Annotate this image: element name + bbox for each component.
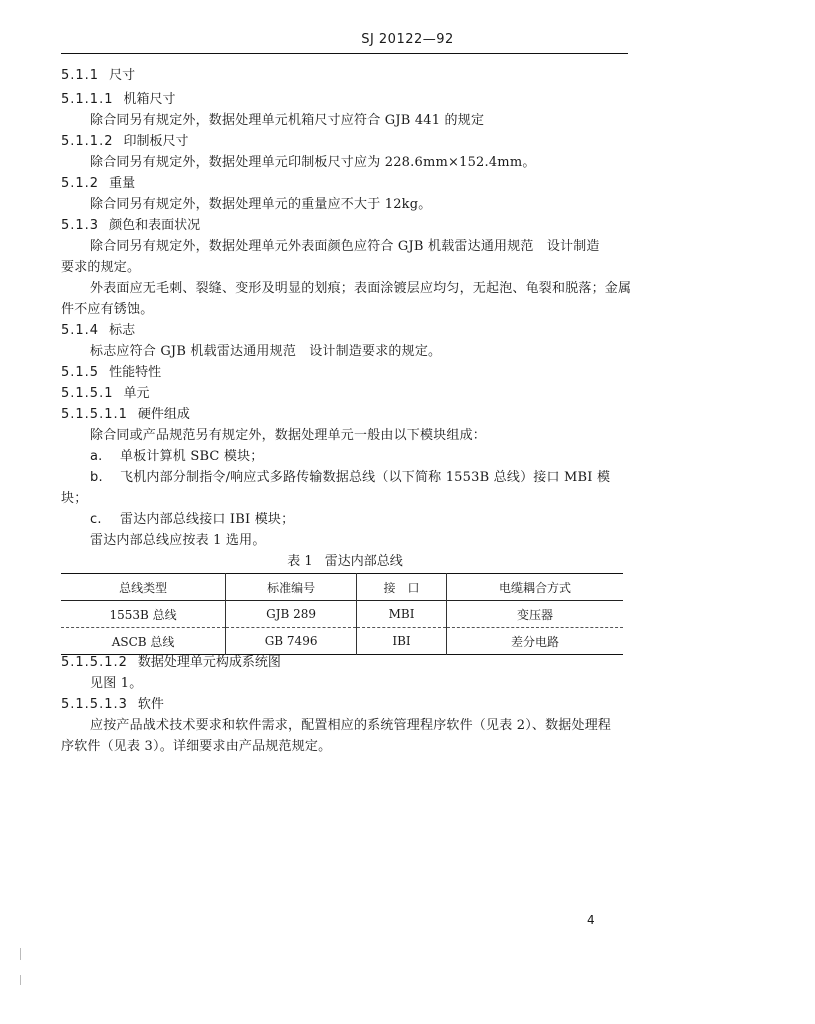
section-number: 5.1.5.1 <box>61 386 114 401</box>
table-caption-number: 表 1 <box>287 554 313 569</box>
section-number: 5.1.2 <box>61 176 100 191</box>
section-heading-5-1-5-1-1 <box>61 407 190 423</box>
list-marker: c. <box>90 512 102 527</box>
paragraph: 雷达内部总线应按表 1 选用。 <box>90 533 266 548</box>
paragraph-line: 件不应有锈蚀。 <box>61 302 154 317</box>
paragraph-line: 序软件（见表 3）。详细要求由产品规范规定。 <box>61 739 332 754</box>
table-cell: IBI <box>357 628 447 655</box>
section-heading-5-1-2 <box>61 176 135 192</box>
list-item <box>90 470 610 486</box>
section-title: 标志 <box>109 323 136 338</box>
section-title: 单元 <box>123 386 150 401</box>
section-title: 机箱尺寸 <box>123 92 176 107</box>
page-number: 4 <box>587 913 595 927</box>
header-rule <box>61 53 628 54</box>
paragraph: 除合同另有规定外，数据处理单元的重量应不大于 12kg。 <box>90 197 432 212</box>
list-item <box>90 449 264 465</box>
scan-mark <box>20 948 21 960</box>
section-number: 5.1.4 <box>61 323 100 338</box>
section-number: 5.1.5.1.3 <box>61 697 128 712</box>
paragraph-line: 要求的规定。 <box>61 260 141 275</box>
list-item <box>90 512 294 528</box>
section-heading-5-1-4 <box>61 323 135 339</box>
section-heading-5-1-3 <box>61 218 200 234</box>
table-cell: 变压器 <box>447 601 623 628</box>
paragraph-line: 除合同另有规定外，数据处理单元外表面颜色应符合 GJB 机载雷达通用规范 设计制造 <box>90 239 600 254</box>
list-marker: b. <box>90 470 103 485</box>
table-cell: ASCB 总线 <box>111 634 175 649</box>
table-cell: GB 7496 <box>226 628 357 655</box>
section-heading-5-1-1 <box>61 68 135 84</box>
section-title: 颜色和表面状况 <box>109 218 201 233</box>
section-title: 硬件组成 <box>137 407 190 422</box>
section-heading-5-1-5 <box>61 365 161 381</box>
section-heading-5-1-1-2 <box>61 134 189 150</box>
section-number: 5.1.5.1.1 <box>61 407 128 422</box>
list-item-text: 单板计算机 SBC 模块； <box>120 449 264 464</box>
scan-mark <box>20 975 21 985</box>
section-title: 印制板尺寸 <box>123 134 189 149</box>
table-row <box>61 628 623 655</box>
paragraph: 除合同另有规定外，数据处理单元机箱尺寸应符合 GJB 441 的规定 <box>90 113 485 128</box>
paragraph-line: 外表面应无毛刺、裂缝、变形及明显的划痕；表面涂镀层应均匀，无起泡、龟裂和脱落；金属 <box>90 281 632 296</box>
table-header-cell: 接 口 <box>357 574 447 601</box>
paragraph-line: 应按产品战术技术要求和软件需求，配置相应的系统管理程序软件（见表 2）、数据处理程 <box>90 718 612 733</box>
list-item-continuation: 块； <box>61 491 88 506</box>
section-heading-5-1-5-1-3 <box>61 697 164 713</box>
table-row <box>61 601 623 628</box>
paragraph: 标志应符合 GJB 机载雷达通用规范 设计制造要求的规定。 <box>90 344 442 359</box>
list-marker: a. <box>90 449 103 464</box>
section-title: 数据处理单元构成系统图 <box>137 655 281 670</box>
section-title: 软件 <box>137 697 164 712</box>
section-heading-5-1-5-1-2 <box>61 655 281 671</box>
section-heading-5-1-1-1 <box>61 92 176 108</box>
section-number: 5.1.3 <box>61 218 100 233</box>
table-caption-title: 雷达内部总线 <box>324 554 403 569</box>
section-title: 尺寸 <box>109 68 136 83</box>
section-number: 5.1.1.1 <box>61 92 114 107</box>
section-number: 5.1.5.1.2 <box>61 655 128 670</box>
table-cell: 差分电路 <box>447 628 623 655</box>
table-header-cell: 电缆耦合方式 <box>447 574 623 601</box>
paragraph: 除合同或产品规范另有规定外，数据处理单元一般由以下模块组成： <box>90 428 487 443</box>
radar-internal-bus-table <box>61 573 623 655</box>
section-title: 重量 <box>109 176 136 191</box>
table-header-row <box>61 574 623 601</box>
table-caption <box>0 554 690 570</box>
table-cell: MBI <box>357 601 447 628</box>
list-item-text: 飞机内部分制指令/响应式多路传输数据总线（以下简称 1553B 总线）接口 MBI 模 <box>120 470 611 485</box>
table-header-cell: 总线类型 <box>119 580 168 595</box>
section-number: 5.1.1 <box>61 68 100 83</box>
paragraph: 除合同另有规定外，数据处理单元印制板尺寸应为 228.6mm×152.4mm。 <box>90 155 536 170</box>
section-heading-5-1-5-1 <box>61 386 150 402</box>
table-header-cell: 标准编号 <box>226 574 357 601</box>
paragraph: 见图 1。 <box>90 676 143 691</box>
list-item-text: 雷达内部总线接口 IBI 模块； <box>120 512 295 527</box>
section-title: 性能特性 <box>109 365 162 380</box>
table-cell: GJB 289 <box>226 601 357 628</box>
standard-number-header: SJ 20122—92 <box>361 32 454 47</box>
section-number: 5.1.5 <box>61 365 100 380</box>
table-cell: 1553B 总线 <box>109 607 177 622</box>
section-number: 5.1.1.2 <box>61 134 114 149</box>
